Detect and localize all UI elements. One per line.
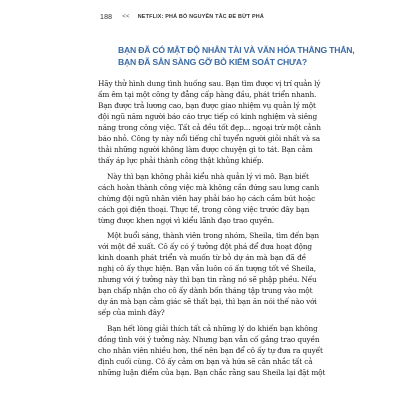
text-line: định cuối cùng. Cô ấy cảm ơn bạn và hứa sẽ cân nhắc tất cả <box>98 356 313 366</box>
text-line: nghị cô ấy thực hiện. Bạn vẫn luôn có ấn tượng tốt về Sheila, <box>98 264 316 274</box>
text-line: cách hoàn thành công việc mà không cần đứng sau lưng canh <box>98 182 320 192</box>
text-line: với một đề xuất. Cô ấy có ý tưởng đột phá để đưa hoạt động <box>98 242 312 252</box>
text-line: Một buổi sáng, thành viên trong nhóm, Sheila, tìm đến bạn <box>107 230 319 240</box>
paragraph <box>98 171 320 226</box>
text-line: năng trong công việc. Tất cả đều tốt đẹp... ngoại trừ một cảnh <box>98 123 321 133</box>
page-number: 188 <box>100 13 113 21</box>
text-line: đội ngũ năm người báo cáo trực tiếp có kinh nghiệm và siêng <box>98 112 318 122</box>
text-line: báo nhỏ. Công ty này nổi tiếng chỉ tuyển người giỏi nhất và sa <box>98 134 321 144</box>
text-line: nhưng với ý tưởng này thì bạn tin rằng nó sẽ phập phều. Nếu <box>98 275 317 285</box>
text-line: từng được khen ngợi vì kiểu lãnh đạo trao quyền. <box>98 215 274 225</box>
text-line: sếp của mình đây? <box>98 308 165 318</box>
text-line: kinh doanh phát triển và muốn từ bỏ dự án mà bạn đã đề <box>98 253 306 263</box>
running-header <box>100 12 264 22</box>
text-line: Bạn hết lòng giải thích tất cả những lý do khiến bạn không <box>107 323 318 333</box>
text-line: cách gọi điện thoại. Thực tế, trong công việc trước đây bạn <box>98 204 310 214</box>
paragraph <box>98 78 321 166</box>
text-line: ấm êm tại một công ty đẳng cấp hàng đầu, phát triển nhanh. <box>98 90 317 100</box>
section-heading-line: BẠN ĐÃ CÓ MẬT ĐỘ NHÂN TÀI VÀ VĂN HÓA THẲNG THẮN, <box>118 45 355 55</box>
text-line: thấy áp lực phải thành công thật khủng khiếp. <box>98 156 264 166</box>
section-heading-line: BẠN ĐÃ SẴN SÀNG GỠ BỎ KIỂM SOÁT CHƯA? <box>118 57 307 67</box>
text-line: thải những người không làm được chuyện gì to tát. Bạn cảm <box>98 145 313 155</box>
text-line: Hãy thử hình dung tình huống sau. Bạn tìm được vị trí quản lý <box>98 79 321 88</box>
text-line: chừng đội ngũ nhân viên hay phải báo họ cách cắm bút hoặc <box>98 193 316 203</box>
text-line: Bạn được trả lương cao, bạn được giao nhiệm vụ quản lý một <box>98 101 316 111</box>
text-line: đồng tình với ý tưởng này. Nhưng bạn vẫn cố gắng trao quyền <box>98 334 320 344</box>
paragraph <box>98 323 326 378</box>
text-line: dự án mà bạn cảm giác sẽ thất bại, thì bạn ăn nói thế nào với <box>98 297 317 307</box>
header-separator: << <box>122 14 130 20</box>
text-line: bạn chấp nhận cho cô ấy dành bốn tháng tập trung vào một <box>98 286 313 296</box>
text-line: những luận điểm của bạn. Bạn chắc rằng sau Sheila lại đặt một <box>98 367 326 377</box>
paragraph <box>98 230 319 318</box>
book-title: NETFLIX: PHÁ BỎ NGUYÊN TẮC ĐỂ BỨT PHÁ <box>137 14 264 20</box>
section-heading <box>118 44 355 68</box>
text-line: cho nhân viên nhiều hơn, thế nên bạn để cô ấy tự đưa ra quyết <box>98 345 323 355</box>
body-text <box>98 78 326 382</box>
text-line: Này thì bạn không phải kiểu nhà quản lý vi mô. Bạn biết <box>107 171 309 181</box>
